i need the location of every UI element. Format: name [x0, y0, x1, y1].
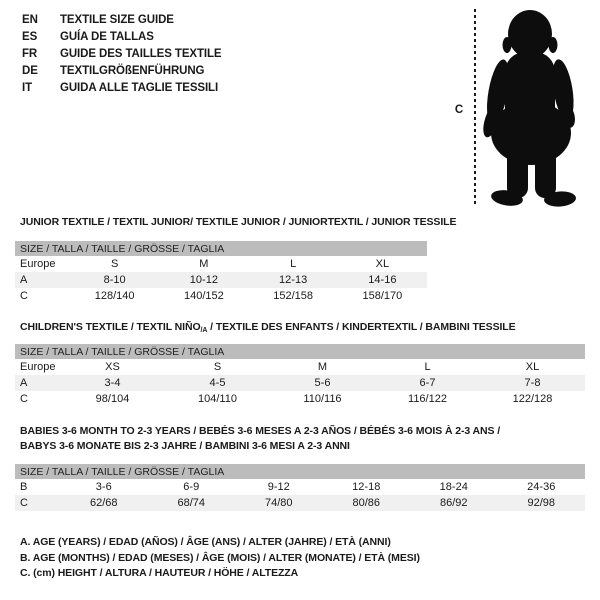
table-row-height — [15, 495, 585, 511]
language-code: DE — [22, 64, 38, 77]
language-title: GUIDA ALLE TAGLIE TESSILI — [60, 81, 219, 94]
size-header-row — [15, 241, 427, 256]
table-row-height — [15, 288, 427, 304]
children-title-sub: /A — [200, 327, 208, 334]
language-row-es — [22, 28, 222, 45]
table-cell: 24-36 — [527, 481, 556, 493]
table-cell: 110/116 — [303, 393, 342, 405]
table-cell: 3-4 — [104, 377, 121, 389]
footnote-a: A. AGE (YEARS) / EDAD (AÑOS) / ÂGE (ANS) / ALTER (JAHRE) / ETÀ (ANNI) — [20, 536, 391, 548]
children-title-pre: CHILDREN'S TEXTILE / TEXTIL NIÑO — [20, 321, 201, 333]
table-cell: M — [199, 258, 209, 270]
table-cell: 62/68 — [89, 497, 118, 509]
babies-table-title — [20, 424, 585, 454]
table-cell: 4-5 — [209, 377, 226, 389]
children-table-title — [20, 321, 516, 334]
size-header-label: SIZE / TALLA / TAILLE / GRÖSSE / TAGLIA — [20, 465, 225, 478]
table-cell: 14-16 — [368, 274, 397, 286]
language-row-en — [22, 11, 222, 28]
table-cell: XL — [525, 361, 540, 373]
table-cell: 158/170 — [362, 290, 403, 302]
table-cell: L — [290, 258, 297, 270]
table-cell: 8-10 — [103, 274, 126, 286]
table-row-age — [15, 272, 427, 288]
row-label: A — [20, 377, 28, 389]
table-cell: 152/158 — [273, 290, 313, 302]
row-label: C — [20, 393, 28, 405]
junior-table — [15, 241, 427, 304]
table-cell: 68/74 — [177, 497, 206, 509]
language-title: TEXTILE SIZE GUIDE — [60, 13, 174, 26]
row-label: A — [20, 274, 28, 286]
table-row-age — [15, 375, 585, 391]
row-label: Europe — [20, 361, 56, 373]
table-cell: 74/80 — [264, 497, 293, 509]
size-header-row — [15, 464, 585, 479]
size-header-row — [15, 344, 585, 359]
junior-table-title: JUNIOR TEXTILE / TEXTIL JUNIOR/ TEXTILE JUNIOR / JUNIORTEXTIL / JUNIOR TESSILE — [20, 216, 457, 228]
table-cell: 9-12 — [267, 481, 290, 493]
baby-silhouette-icon — [481, 8, 593, 208]
table-cell: 3-6 — [95, 481, 112, 493]
size-header-label: SIZE / TALLA / TAILLE / GRÖSSE / TAGLIA — [20, 345, 225, 358]
table-cell: 5-6 — [314, 377, 331, 389]
height-measure-dashed-line — [474, 9, 476, 207]
language-row-de — [22, 62, 222, 79]
language-list — [22, 11, 222, 96]
table-cell: 86/92 — [439, 497, 468, 509]
table-cell: 80/86 — [352, 497, 381, 509]
table-row-height — [15, 391, 585, 407]
table-cell: 18-24 — [439, 481, 468, 493]
table-cell: 128/140 — [94, 290, 135, 302]
table-cell: 12-18 — [352, 481, 381, 493]
language-code: ES — [22, 30, 38, 43]
footnote-c: C. (cm) HEIGHT / ALTURA / HAUTEUR / HÖHE / ALTEZZA — [20, 567, 299, 579]
table-row-europe — [15, 359, 585, 375]
language-code: IT — [22, 81, 33, 94]
language-code: FR — [22, 47, 38, 60]
row-label: B — [20, 481, 28, 493]
table-cell: 6-7 — [419, 377, 436, 389]
table-cell: 92/98 — [527, 497, 556, 509]
table-cell: XL — [375, 258, 390, 270]
table-cell: 122/128 — [512, 393, 553, 405]
table-cell: 104/110 — [198, 393, 237, 405]
language-title: TEXTILGRÖßENFÜHRUNG — [60, 64, 205, 77]
table-cell: S — [110, 258, 119, 270]
language-row-it — [22, 79, 222, 96]
table-cell: 98/104 — [95, 393, 130, 405]
table-row-age-months — [15, 479, 585, 495]
children-title-post: / TEXTILE DES ENFANTS / KINDERTEXTIL / BAMBINI TESSILE — [207, 321, 516, 333]
table-cell: 116/122 — [408, 393, 447, 405]
footnote-b: B. AGE (MONTHS) / EDAD (MESES) / ÂGE (MOIS) / ALTER (MONATE) / ETÀ (MESI) — [20, 551, 420, 564]
table-cell: L — [424, 361, 431, 373]
language-title: GUÍA DE TALLAS — [60, 30, 154, 43]
footnotes — [20, 535, 420, 582]
language-code: EN — [22, 13, 38, 26]
table-cell: 12-13 — [279, 274, 308, 286]
table-cell: 10-12 — [189, 274, 218, 286]
children-table — [15, 344, 585, 407]
row-label: C — [20, 290, 28, 302]
size-header-label: SIZE / TALLA / TAILLE / GRÖSSE / TAGLIA — [20, 242, 225, 255]
table-cell: 140/152 — [183, 290, 224, 302]
babies-title-line2: BABYS 3-6 MONATE BIS 2-3 JAHRE / BAMBINI 3-6 MESI A 2-3 ANNI — [20, 440, 350, 452]
language-row-fr — [22, 45, 222, 62]
row-label: C — [20, 497, 28, 509]
table-cell: S — [213, 361, 222, 373]
babies-table — [15, 464, 585, 511]
table-cell: M — [317, 361, 328, 373]
language-title: GUIDE DES TAILLES TEXTILE — [60, 47, 222, 60]
row-label: Europe — [20, 258, 56, 270]
table-cell: 6-9 — [183, 481, 200, 493]
height-measure-label: C — [454, 104, 464, 116]
table-cell: 7-8 — [524, 377, 541, 389]
table-cell: XS — [105, 361, 120, 373]
table-row-europe — [15, 256, 427, 272]
babies-title-line1: BABIES 3-6 MONTH TO 2-3 YEARS / BEBÉS 3-6 MESES A 2-3 AÑOS / BÉBÉS 3-6 MOIS À 2-3 ANS / — [20, 425, 501, 437]
